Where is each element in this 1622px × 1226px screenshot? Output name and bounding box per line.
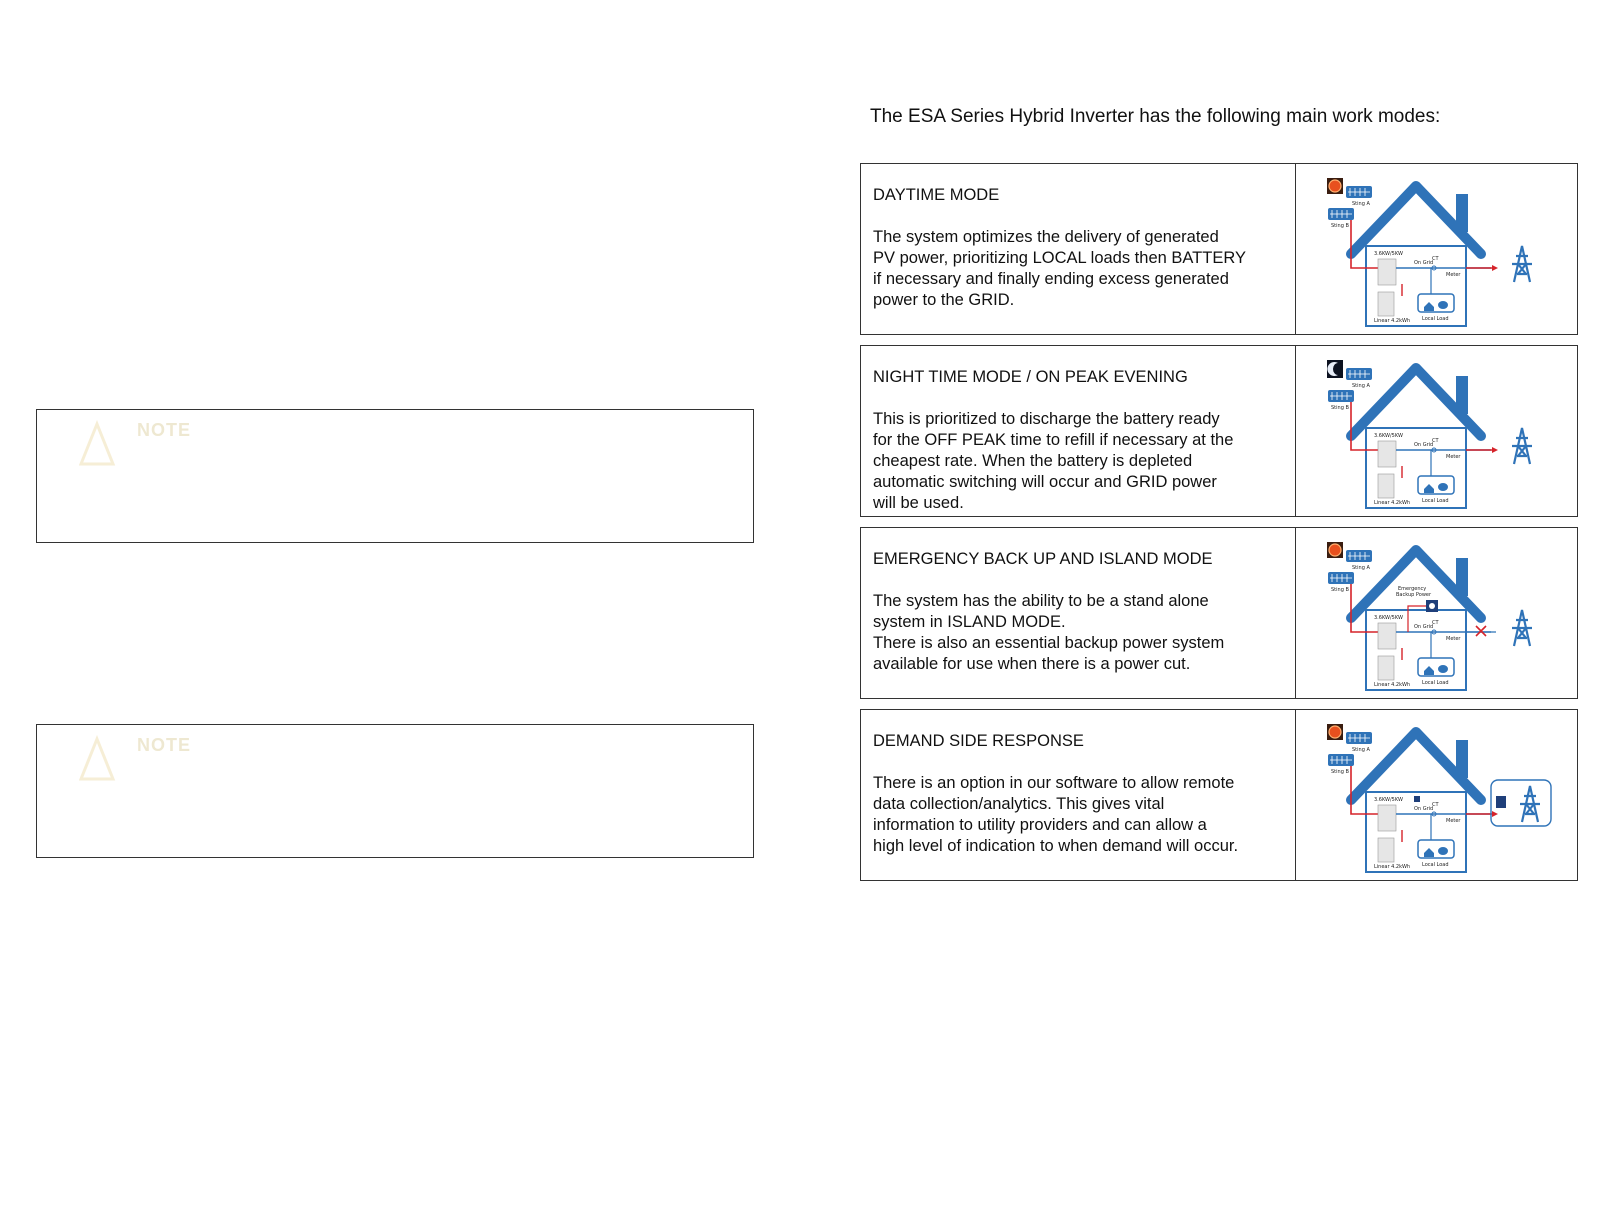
house-system-diagram <box>1296 528 1579 698</box>
wifi-icon <box>1414 796 1420 802</box>
mode-description: The system optimizes the delivery of generated PV power, prioritizing LOCAL loads then BATTERY if necessary and finally ending excess generated power to the GRID. <box>873 228 1246 309</box>
inverter-label: 3.6KW/5KW <box>1374 251 1403 257</box>
inverter-label: 3.6KW/5KW <box>1374 615 1403 621</box>
house-system-diagram <box>1296 346 1579 516</box>
moon-icon <box>1327 360 1343 378</box>
meter-label: Meter <box>1446 454 1461 460</box>
data-link-icon <box>1496 796 1506 808</box>
string-b-label: Sting B <box>1331 223 1349 229</box>
house-chimney <box>1456 558 1468 596</box>
local-load-label: Local Load <box>1422 498 1449 504</box>
power-pylon-icon <box>1512 246 1532 282</box>
notice-box <box>36 409 754 543</box>
solar-panel-icon <box>1328 572 1354 584</box>
mode-row <box>860 709 1578 881</box>
solar-panel-icon <box>1346 550 1372 562</box>
solar-panel-icon <box>1328 754 1354 766</box>
battery-label: Linear 4.2kWh <box>1374 318 1411 324</box>
mode-row <box>860 527 1578 699</box>
page-intro: The ESA Series Hybrid Inverter has the following main work modes: <box>870 106 1441 127</box>
house-system-diagram <box>1296 710 1579 880</box>
string-a-label: Sting A <box>1352 383 1370 389</box>
grid-connection <box>1466 626 1496 636</box>
on-grid-label: On Grid <box>1414 260 1434 266</box>
mode-diagram <box>1296 346 1577 516</box>
inverter-icon <box>1378 623 1396 649</box>
battery-label: Linear 4.2kWh <box>1374 500 1411 506</box>
string-a-label: Sting A <box>1352 565 1370 571</box>
mode-description: This is prioritized to discharge the battery ready for the OFF PEAK time to refill if necessary at the cheapest rate. When the battery is depleted automatic switching will occur and GRID power will be used. <box>873 410 1234 512</box>
mode-diagram <box>1296 528 1577 698</box>
power-pylon-icon <box>1491 780 1551 826</box>
battery-icon <box>1378 474 1394 498</box>
solar-panel-icon <box>1346 732 1372 744</box>
sun-icon <box>1327 178 1343 194</box>
ct-label: CT <box>1432 256 1439 262</box>
inverter-icon <box>1378 259 1396 285</box>
local-load-label: Local Load <box>1422 680 1449 686</box>
house-chimney <box>1456 740 1468 778</box>
on-grid-label: On Grid <box>1414 806 1434 812</box>
mode-row <box>860 163 1578 335</box>
disconnected-x-icon <box>1476 626 1486 636</box>
meter-label: Meter <box>1446 818 1461 824</box>
power-pylon-icon <box>1512 610 1532 646</box>
grid-connection <box>1466 265 1498 271</box>
mode-text-cell <box>861 164 1296 334</box>
meter-label: Meter <box>1446 636 1461 642</box>
mode-description: The system has the ability to be a stand alone system in ISLAND MODE. There is also an essential backup power system available for use when there is a power cut. <box>873 592 1225 673</box>
power-pylon-icon <box>1512 428 1532 464</box>
local-load-icon <box>1418 658 1454 676</box>
solar-panel-icon <box>1328 208 1354 220</box>
mode-title: DAYTIME MODE <box>873 186 1000 204</box>
local-load-icon <box>1418 840 1454 858</box>
string-b-label: Sting B <box>1331 405 1349 411</box>
mode-diagram <box>1296 164 1577 334</box>
battery-label: Linear 4.2kWh <box>1374 682 1411 688</box>
inverter-icon <box>1378 441 1396 467</box>
notice-label: NOTE <box>137 735 192 755</box>
inverter-label: 3.6KW/5KW <box>1374 433 1403 439</box>
solar-panel-icon <box>1328 390 1354 402</box>
grid-connection <box>1466 447 1498 453</box>
mode-diagram <box>1296 710 1577 880</box>
mode-text-cell <box>861 710 1296 880</box>
mode-text-cell <box>861 346 1296 516</box>
local-load-icon <box>1418 294 1454 312</box>
mode-title: EMERGENCY BACK UP AND ISLAND MODE <box>873 550 1213 568</box>
string-a-label: Sting A <box>1352 747 1370 753</box>
battery-icon <box>1378 838 1394 862</box>
battery-label: Linear 4.2kWh <box>1374 864 1411 870</box>
solar-panel-icon <box>1346 368 1372 380</box>
mode-description: There is an option in our software to allow remote data collection/analytics. This gives vital information to utility providers and can allow a high level of indication to when demand will occur. <box>873 774 1239 855</box>
mode-row <box>860 345 1578 517</box>
house-chimney <box>1456 194 1468 232</box>
ct-label: CT <box>1432 802 1439 808</box>
mode-text-cell <box>861 528 1296 698</box>
house-system-diagram <box>1296 164 1579 334</box>
meter-label: Meter <box>1446 272 1461 278</box>
battery-icon <box>1378 292 1394 316</box>
string-b-label: Sting B <box>1331 769 1349 775</box>
inverter-label: 3.6KW/5KW <box>1374 797 1403 803</box>
mode-title: NIGHT TIME MODE / ON PEAK EVENING <box>873 368 1188 386</box>
local-load-label: Local Load <box>1422 316 1449 322</box>
mode-title: DEMAND SIDE RESPONSE <box>873 732 1084 750</box>
house-chimney <box>1456 376 1468 414</box>
on-grid-label: On Grid <box>1414 624 1434 630</box>
emergency-label: Emergency Backup Power <box>1396 586 1432 598</box>
ct-label: CT <box>1432 438 1439 444</box>
inverter-icon <box>1378 805 1396 831</box>
work-modes-table <box>860 163 1578 891</box>
local-load-label: Local Load <box>1422 862 1449 868</box>
grid-connection <box>1466 811 1498 817</box>
string-b-label: Sting B <box>1331 587 1349 593</box>
ct-label: CT <box>1432 620 1439 626</box>
sun-icon <box>1327 724 1343 740</box>
sun-icon <box>1327 542 1343 558</box>
local-load-icon <box>1418 476 1454 494</box>
notice-box <box>36 724 754 858</box>
string-a-label: Sting A <box>1352 201 1370 207</box>
on-grid-label: On Grid <box>1414 442 1434 448</box>
notice-label: NOTE <box>137 420 192 440</box>
battery-icon <box>1378 656 1394 680</box>
solar-panel-icon <box>1346 186 1372 198</box>
